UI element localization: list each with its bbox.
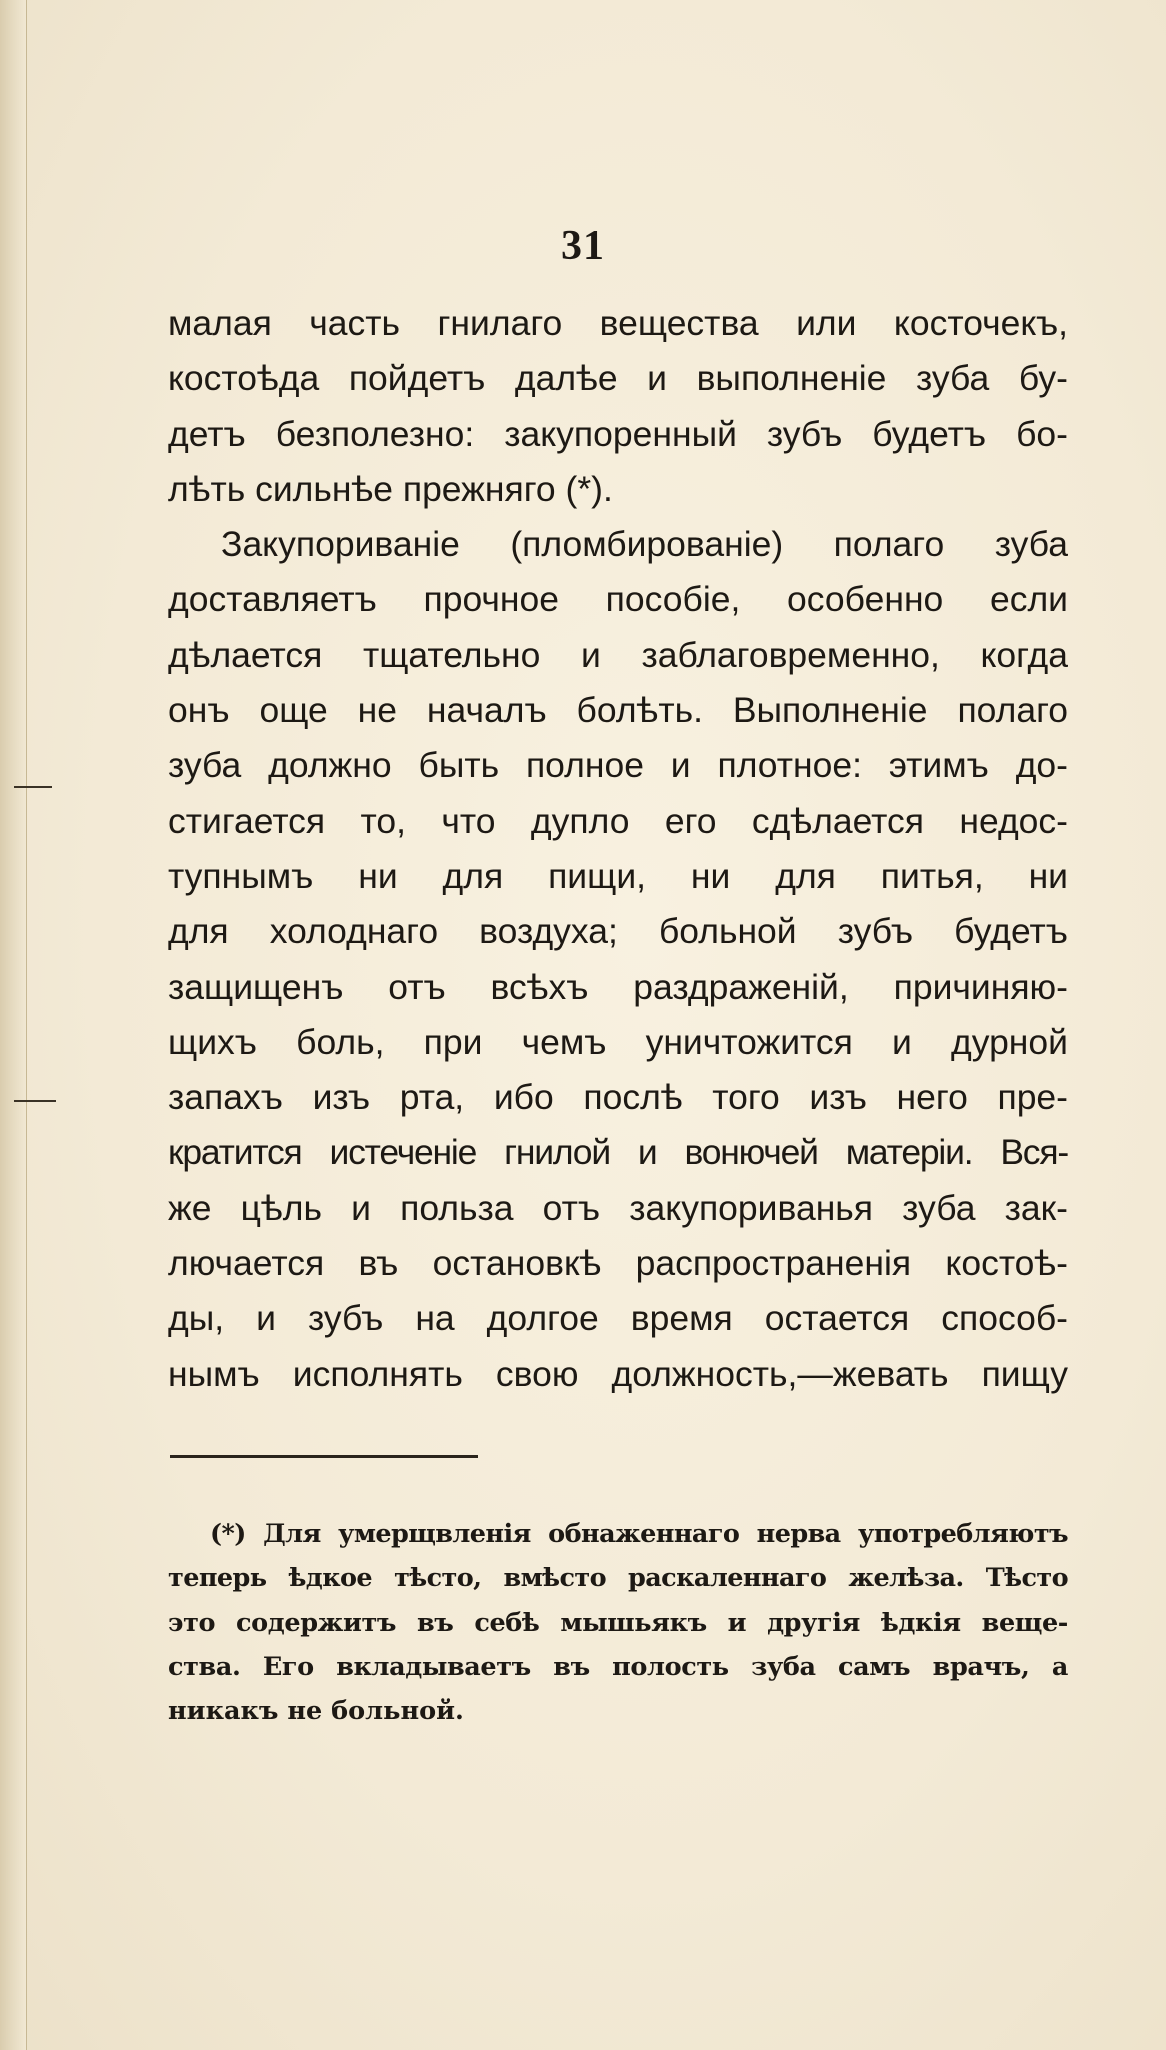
footnote-line: никакъ не больной. [168, 1696, 464, 1727]
body-line: доставляетъ прочное пособіе, особенно если [168, 579, 1068, 620]
body-line: нымъ исполнять свою должность,—жевать пищу [168, 1353, 1068, 1394]
footnote-line: теперь ѣдкое тѣсто, вмѣсто раскаленнаго желѣза. Тѣсто [168, 1563, 1068, 1594]
body-line: малая часть гнилаго вещества или косточекъ, [168, 303, 1068, 343]
body-line: кратится истеченіе гнилой и вонючей матеріи. Вся- [168, 1132, 1068, 1173]
body-line: зуба должно быть полное и плотное: этимъ до- [168, 745, 1068, 786]
margin-pencil-mark [14, 1100, 56, 1102]
body-line: стигается то, что дупло его сдѣлается недос- [168, 800, 1068, 841]
body-line: лѣть сильнѣе прежняго (*). [168, 468, 613, 509]
body-line: ды, и зубъ на долгое время остается способ- [168, 1298, 1068, 1339]
margin-pencil-mark [14, 786, 52, 788]
body-line: онъ още не началъ болѣть. Выполненіе полаго [168, 690, 1068, 731]
footnote [168, 1512, 1068, 1733]
page-number: 31 [561, 223, 605, 269]
footnote-line: это содержитъ въ себѣ мышьякъ и другія ѣдкія веще- [168, 1607, 1068, 1638]
footnote-separator [170, 1455, 478, 1458]
body-line: защищенъ отъ всѣхъ раздраженій, причиняю- [168, 966, 1068, 1007]
body-line: щихъ боль, при чемъ уничтожится и дурной [168, 1021, 1068, 1062]
body-line: лючается въ остановкѣ распространенія костоѣ- [168, 1243, 1068, 1284]
footnote-line: (*) Для умерщвленія обнаженнаго нерва употребляютъ [210, 1519, 1068, 1549]
footnote-line: ства. Его вкладываетъ въ полость зуба самъ врачъ, а [168, 1651, 1068, 1682]
body-line: дѣлается тщательно и заблаговременно, когда [168, 634, 1068, 675]
page-binding-edge [0, 0, 27, 2050]
body-line: костоѣда пойдетъ далѣе и выполненіе зуба бу- [168, 358, 1068, 399]
body-line: для холоднаго воздуха; больной зубъ будетъ [168, 911, 1068, 952]
body-line: Закупориваніе (пломбированіе) полаго зуба [221, 524, 1068, 565]
body-text [168, 296, 1068, 1402]
body-line: детъ безполезно: закупоренный зубъ будетъ бо- [168, 413, 1068, 454]
body-line: же цѣль и польза отъ закупориванья зуба зак- [168, 1187, 1068, 1228]
body-line: тупнымъ ни для пищи, ни для питья, ни [168, 855, 1068, 896]
body-line: запахъ изъ рта, ибо послѣ того изъ него пре- [168, 1077, 1068, 1118]
